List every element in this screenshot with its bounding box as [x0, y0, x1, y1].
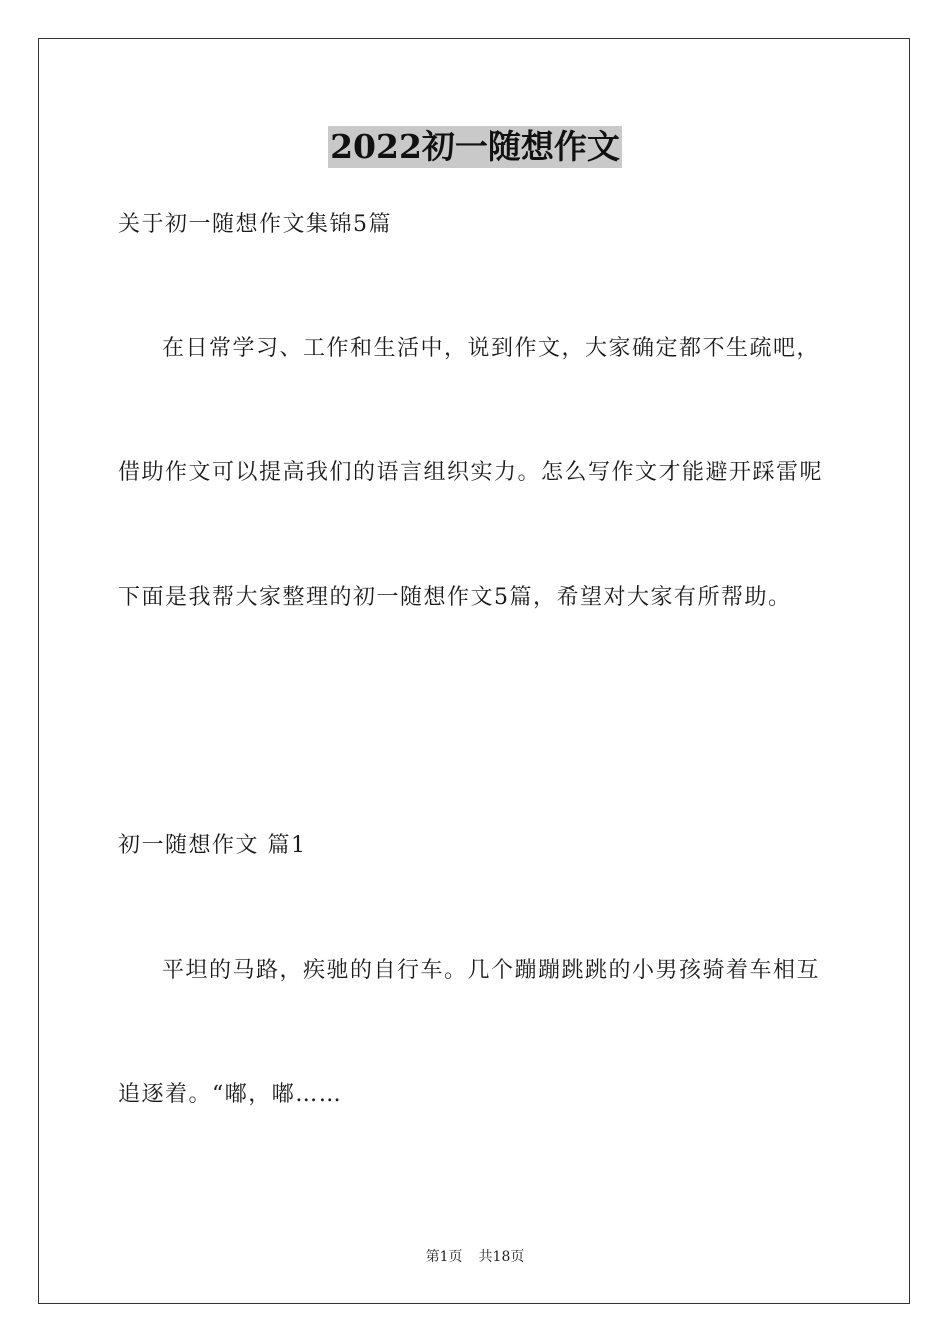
- document-title: 2022初一随想作文: [330, 127, 620, 166]
- section-heading: 初一随想作文 篇1: [118, 833, 307, 858]
- section-paragraph-line-1: 平坦的马路，疾驰的自行车。几个蹦蹦跳跳的小男孩骑着车相互: [162, 958, 821, 983]
- intro-paragraph-line-3: 下面是我帮大家整理的初一随想作文5篇，希望对大家有所帮助。: [118, 585, 792, 610]
- page-footer: [0, 1248, 950, 1266]
- title-container: [0, 126, 950, 168]
- page-number: 第1页: [425, 1249, 463, 1265]
- intro-paragraph-line-2: 借助作文可以提高我们的语言组织实力。怎么写作文才能避开踩雷呢: [118, 460, 824, 485]
- section-paragraph-line-2: 追逐着。“嘟，嘟……: [118, 1082, 343, 1107]
- page-total: 共18页: [478, 1249, 525, 1265]
- document-subtitle: 关于初一随想作文集锦5篇: [118, 212, 392, 237]
- intro-paragraph-line-1: 在日常学习、工作和生活中，说到作文，大家确定都不生疏吧，: [162, 336, 821, 361]
